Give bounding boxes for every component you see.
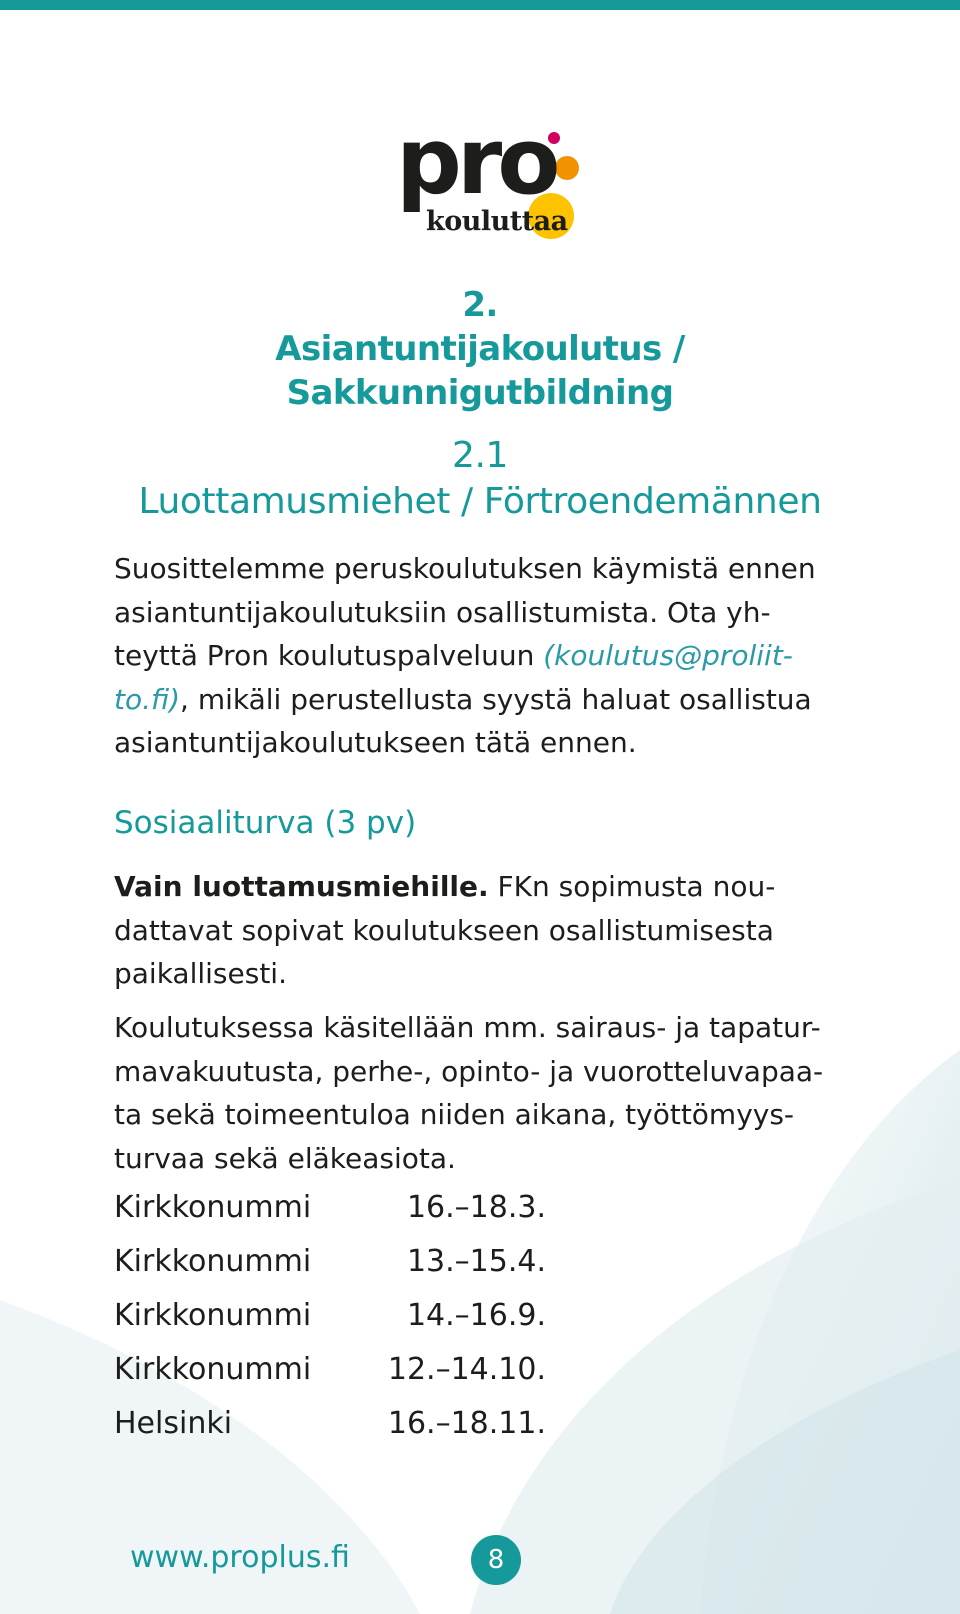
chapter-title-line1: Asiantuntijakoulutus /: [275, 329, 685, 369]
logo-wordmark: pro: [396, 108, 556, 215]
eligibility-lead: Vain luottamusmiehille.: [114, 870, 489, 903]
content-line: mavakuutusta, perhe-, opinto- ja vuorotteluvapaa-: [114, 1054, 824, 1088]
email-link[interactable]: (koulutus@proliit-: [543, 639, 793, 672]
footer-website-link[interactable]: www.proplus.fi: [130, 1540, 350, 1575]
schedule-date: 14.–16.9.: [406, 1298, 546, 1333]
subchapter-number: 2.1: [451, 435, 509, 476]
content-line: Koulutuksessa käsitellään mm. sairaus- ja tapatur-: [114, 1011, 821, 1044]
chapter-title-line2: Sakkunnigutbildning: [286, 373, 674, 413]
intro-line: asiantuntijakoulutuksiin osallistumista. Ota yh-: [114, 595, 771, 629]
schedule-date: 16.–18.3.: [406, 1190, 546, 1225]
intro-line: asiantuntijakoulutukseen tätä ennen.: [114, 726, 637, 759]
chapter-heading: [0, 283, 960, 415]
subchapter-heading: [0, 433, 960, 525]
schedule-place: Kirkkonummi: [114, 1298, 312, 1333]
pro-kouluttaa-logo: [396, 108, 596, 246]
schedule-date: 12.–14.10.: [387, 1352, 546, 1387]
eligibility-text: dattavat sopivat koulutukseen osallistumisesta: [114, 913, 774, 947]
eligibility-text: paikallisesti.: [114, 957, 287, 990]
schedule-place: Kirkkonummi: [114, 1190, 312, 1225]
intro-line: teyttä Pron koulutuspalveluun: [114, 639, 544, 672]
section-title: Sosiaaliturva (3 pv): [114, 805, 417, 841]
content-line: ta sekä toimeentuloa niiden aikana, työttömyys-: [114, 1098, 795, 1131]
schedule-row: [114, 1296, 714, 1350]
schedule-date: 13.–15.4.: [406, 1244, 546, 1279]
schedule-date: 16.–18.11.: [387, 1406, 546, 1441]
page-number-badge: 8: [471, 1535, 521, 1585]
email-link-continued[interactable]: to.fi): [114, 682, 181, 716]
chapter-number: 2.: [462, 285, 498, 325]
schedule-row: [114, 1404, 714, 1458]
schedule-place: Kirkkonummi: [114, 1352, 312, 1387]
schedule-place: Kirkkonummi: [114, 1244, 312, 1279]
eligibility-paragraph: [114, 865, 894, 996]
schedule-row: [114, 1350, 714, 1404]
eligibility-text: FKn sopimusta nou-: [488, 870, 776, 903]
intro-paragraph: [114, 547, 894, 765]
logo-tagline: kouluttaa: [426, 206, 568, 237]
content-paragraph: [114, 1006, 894, 1180]
schedule-row: [114, 1188, 714, 1242]
subchapter-title: Luottamusmiehet / Förtroendemännen: [138, 481, 822, 522]
intro-line: Suosittelemme peruskoulutuksen käymistä ennen: [114, 552, 816, 585]
schedule-list: [114, 1188, 714, 1458]
schedule-place: Helsinki: [114, 1406, 233, 1441]
intro-line: , mikäli perustellusta syystä haluat osallistua: [180, 682, 812, 716]
schedule-row: [114, 1242, 714, 1296]
content-line: turvaa sekä eläkeasiota.: [114, 1141, 456, 1175]
